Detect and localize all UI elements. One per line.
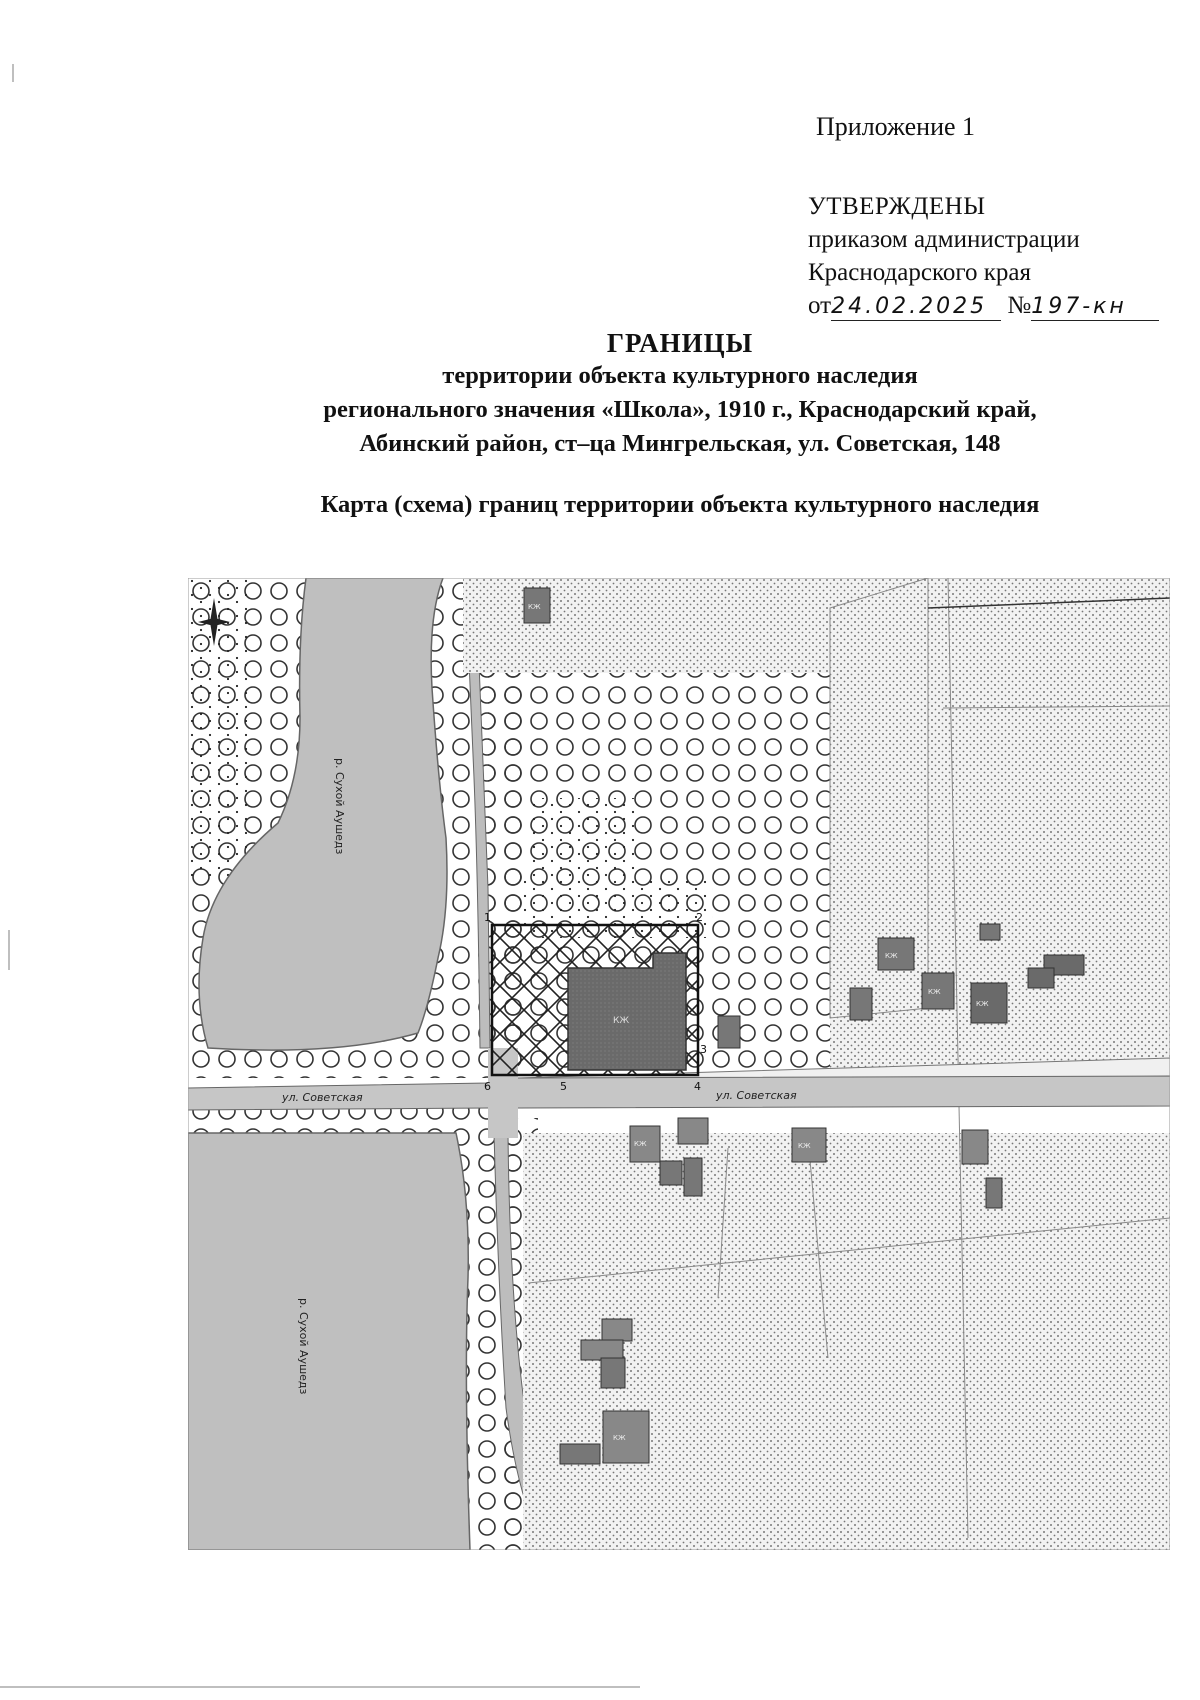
house-label: КЖ <box>613 1434 626 1442</box>
school-building <box>568 953 686 1070</box>
river-label-north: р. Сухой Аушедз <box>333 758 346 855</box>
approval-title: УТВЕРЖДЕНЫ <box>808 193 986 220</box>
street-label-east: ул. Советская <box>716 1089 797 1102</box>
title-heading: ГРАНИЦЫ <box>606 328 754 358</box>
approval-date-line <box>808 289 1159 322</box>
approval-line-region: Краснодарского края <box>808 259 1031 286</box>
handwritten-number: 197-кн <box>1031 294 1159 321</box>
approval-line-order: приказом администрации <box>808 226 1080 253</box>
house-label: КЖ <box>634 1140 647 1148</box>
river-label-south: р. Сухой Аушедз <box>297 1298 310 1395</box>
approval-stamp <box>808 190 1159 322</box>
appendix-label: Приложение 1 <box>816 112 976 141</box>
river-south <box>188 1133 470 1550</box>
point-label-3: 3 <box>700 1043 707 1056</box>
house-label: КЖ <box>976 1000 989 1008</box>
house-label: КЖ <box>928 988 941 996</box>
number-prefix: № <box>1007 292 1032 319</box>
document-title <box>180 328 1180 519</box>
house-label: КЖ <box>528 603 541 611</box>
date-prefix: от <box>808 292 832 319</box>
map-subheading: Карта (схема) границ территории объекта культурного наследия <box>320 491 1040 518</box>
school-building-label: КЖ <box>613 1016 630 1026</box>
title-line-3: Абинский район, ст–ца Мингрельская, ул. Советская, 148 <box>359 430 1001 457</box>
point-label-6: 6 <box>484 1080 491 1093</box>
scan-edge-mark-bottom <box>0 1686 640 1688</box>
point-label-2: 2 <box>696 911 703 924</box>
boundary-map <box>188 578 1170 1550</box>
title-line-2: регионального значения «Школа», 1910 г., Краснодарский край, <box>323 396 1037 423</box>
scan-edge-mark-mid <box>8 930 10 970</box>
handwritten-date: 24.02.2025 <box>831 294 1001 321</box>
point-label-1: 1 <box>484 911 491 924</box>
house-label: КЖ <box>885 952 898 960</box>
title-line-1: территории объекта культурного наследия <box>442 362 918 389</box>
point-label-4: 4 <box>694 1080 701 1093</box>
house-label: КЖ <box>798 1142 811 1150</box>
street-label-west: ул. Советская <box>282 1091 363 1104</box>
scan-edge-mark-top <box>12 64 14 82</box>
point-label-5: 5 <box>560 1080 567 1093</box>
